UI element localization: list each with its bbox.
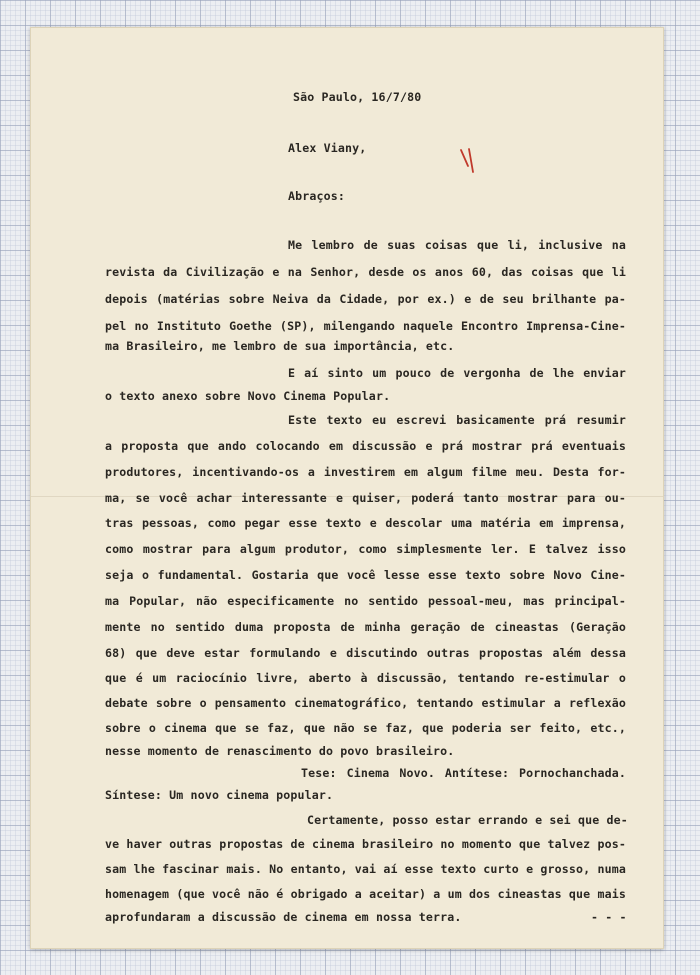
body-line-19: debate sobre o pensamento cinematográfico, tentando estimular a reflexão (105, 696, 626, 710)
body-line-11: ma, se você achar interessante e quiser, poderá tanto mostrar para ou- (105, 491, 626, 505)
synthesis-line: Síntese: Um novo cinema popular. (105, 788, 334, 802)
body-line-2: revista da Civilização e na Senhor, desde os anos 60, das coisas que li (105, 265, 626, 279)
body-line-12: tras pessoas, como pegar esse texto e descolar uma matéria em imprensa, (105, 516, 626, 530)
body-line-27: homenagem (que você não é obrigado a aceitar) a um dos cineastas que mais (105, 887, 626, 901)
thesis-line: Tese: Cinema Novo. Antítese: Pornochanchada. (301, 766, 626, 780)
body-line-13: como mostrar para algum produtor, como simplesmente ler. E talvez isso (105, 542, 626, 556)
closing-dashes: - - - (591, 910, 627, 924)
body-line-18: que é um raciocínio livre, aberto à discussão, tentando re-estimular o (105, 671, 626, 685)
body-line-26: sam lhe fascinar mais. No entanto, vai aí esse texto curto e grosso, numa (105, 862, 626, 876)
body-line-4: pel no Instituto Goethe (SP), milengando naquele Encontro Imprensa-Cine- (105, 319, 626, 333)
body-line-28: aprofundaram a discussão de cinema em nossa terra. (105, 910, 462, 924)
body-line-16: mente no sentido duma proposta de minha geração de cineastas (Geração (105, 620, 626, 634)
letter-addressee: Alex Viany, (288, 141, 367, 155)
body-line-14: seja o fundamental. Gostaria que você lesse esse texto sobre Novo Cine- (105, 568, 626, 582)
body-line-24: Certamente, posso estar errando e sei que de- (307, 813, 628, 827)
body-line-25: ve haver outras propostas de cinema brasileiro no momento que talvez pos- (105, 837, 626, 851)
body-line-20: sobre o cinema que se faz, que não se faz, que poderia ser feito, etc., (105, 721, 626, 735)
body-line-21: nesse momento de renascimento do povo brasileiro. (105, 744, 455, 758)
body-line-15: ma Popular, não especificamente no sentido pessoal-meu, mas principal- (105, 594, 626, 608)
body-line-3: depois (matérias sobre Neiva da Cidade, por ex.) e de seu brilhante pa- (105, 292, 626, 306)
letter-page (30, 27, 664, 949)
body-line-10: produtores, incentivando-os a investirem em algum filme meu. Desta for- (105, 465, 626, 479)
body-line-1: Me lembro de suas coisas que li, inclusive na (288, 238, 626, 252)
handwritten-red-mark (456, 146, 486, 176)
body-line-7: o texto anexo sobre Novo Cinema Popular. (105, 389, 391, 403)
letter-date: São Paulo, 16/7/80 (293, 90, 422, 104)
body-line-9: a proposta que ando colocando em discussão e prá mostrar prá eventuais (105, 439, 626, 453)
letter-greeting: Abraços: (288, 189, 346, 203)
body-line-5: ma Brasileiro, me lembro de sua importância, etc. (105, 339, 455, 353)
body-line-6: E aí sinto um pouco de vergonha de lhe enviar (288, 366, 626, 380)
body-line-17: 68) que deve estar formulando e discutindo outras propostas além dessa (105, 646, 626, 660)
body-line-8: Este texto eu escrevi basicamente prá resumir (288, 413, 626, 427)
